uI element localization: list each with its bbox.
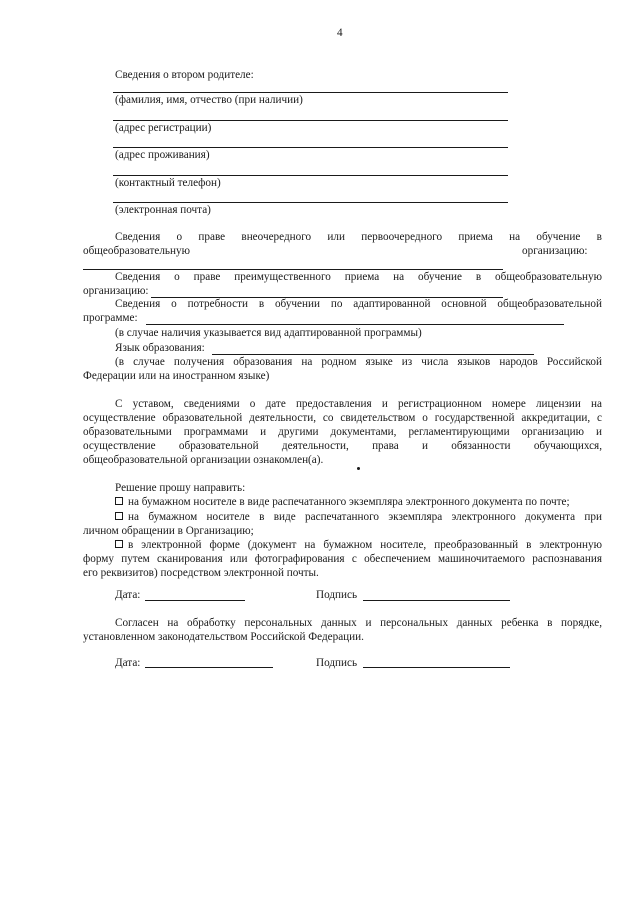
adapted-line2: программе: [83,312,138,324]
option-label: на бумажном носителе в виде распечатанного экземпляра электронного документа по почте; [128,496,570,508]
field-caption-live-address: (адрес проживания) [115,149,210,161]
priority-word: Сведения [115,231,161,243]
priority-word: приема [458,231,493,243]
adapted-answer-line[interactable] [146,324,564,325]
decision-option-inperson-cont: личном обращении в Организацию; [83,525,254,537]
option-label: в электронной форме (документ на бумажном носителе, преобразованный в электронную [128,539,602,551]
priority-word: внеочередного [241,231,312,243]
charter-line: С уставом, сведениями о дате предоставления и регистрационном номере лицензии на [115,398,602,410]
date-label: Дата: [115,657,141,669]
field-caption-email: (электронная почта) [115,204,211,216]
charter-last-line: общеобразовательной организации ознакомлен(а). [83,454,324,466]
signature-input-line[interactable] [363,600,510,601]
language-note-line1: (в случае получения образования на родном языке из числа языков народов Российской [115,356,602,368]
consent-line1: Согласен на обработку персональных данных и персональных данных ребенка в порядке, [115,617,602,629]
signature-input-line[interactable] [363,667,510,668]
adapted-line1: Сведения о потребности в обучении по адаптированной основной общеобразовательной [115,298,602,310]
language-note-line2: Федерации или на иностранном языке) [83,370,270,382]
language-label: Язык образования: [115,342,205,354]
option-label: на бумажном носителе в виде распечатанного экземпляра электронного документа при [128,511,602,523]
page-number: 4 [337,27,343,39]
priority-word: о [176,231,183,243]
priority-word: в [596,231,602,243]
decision-option-electronic-end: его реквизитов) посредством электронной почты. [83,567,319,579]
signature-label: Подпись [316,657,358,669]
decision-option-inperson[interactable] [115,510,602,525]
date-label: Дата: [115,589,141,601]
field-caption-fio: (фамилия, имя, отчество (при наличии) [115,94,303,106]
decision-heading: Решение прошу направить: [115,482,246,494]
adapted-note: (в случае наличия указывается вид адаптированной программы) [115,327,422,339]
stray-dot [357,467,360,470]
checkbox-icon[interactable] [115,540,123,548]
priority-word: обучение [536,231,581,243]
second-parent-heading: Сведения о втором родителе: [115,69,254,81]
checkbox-icon[interactable] [115,512,123,520]
charter-line: осуществление образовательной деятельности, права и обязанности обучающихся, [83,440,602,452]
priority-word: или [327,231,345,243]
preferential-line2: организацию: [83,285,149,297]
priority-word: на [509,231,521,243]
priority-line2-right: организацию: [522,245,588,257]
charter-line: осуществление образовательной деятельности, со свидетельством о государственной аккредитации, с [83,412,602,424]
field-caption-phone: (контактный телефон) [115,177,221,189]
preferential-line1: Сведения о праве преимущественного приема на обучение в общеобразовательную [115,271,602,283]
checkbox-icon[interactable] [115,497,123,505]
decision-option-electronic-cont: форму путем сканирования или фотографирования с обеспечением машиночитаемого распознавания [83,553,602,565]
consent-line2: установленном законодательством Российской Федерации. [83,631,364,643]
priority-word: первоочередного [361,231,443,243]
date-input-line[interactable] [145,600,245,601]
date-input-line[interactable] [145,667,273,668]
field-caption-reg-address: (адрес регистрации) [115,122,212,134]
priority-line1 [115,230,602,245]
decision-option-mail[interactable] [115,495,570,510]
priority-word: праве [198,231,226,243]
charter-line: образовательными программами и другими документами, регламентирующими организацию и [83,426,602,438]
signature-label: Подпись [316,589,358,601]
decision-option-electronic[interactable] [115,538,602,553]
priority-line2-left: общеобразовательную [83,245,190,257]
